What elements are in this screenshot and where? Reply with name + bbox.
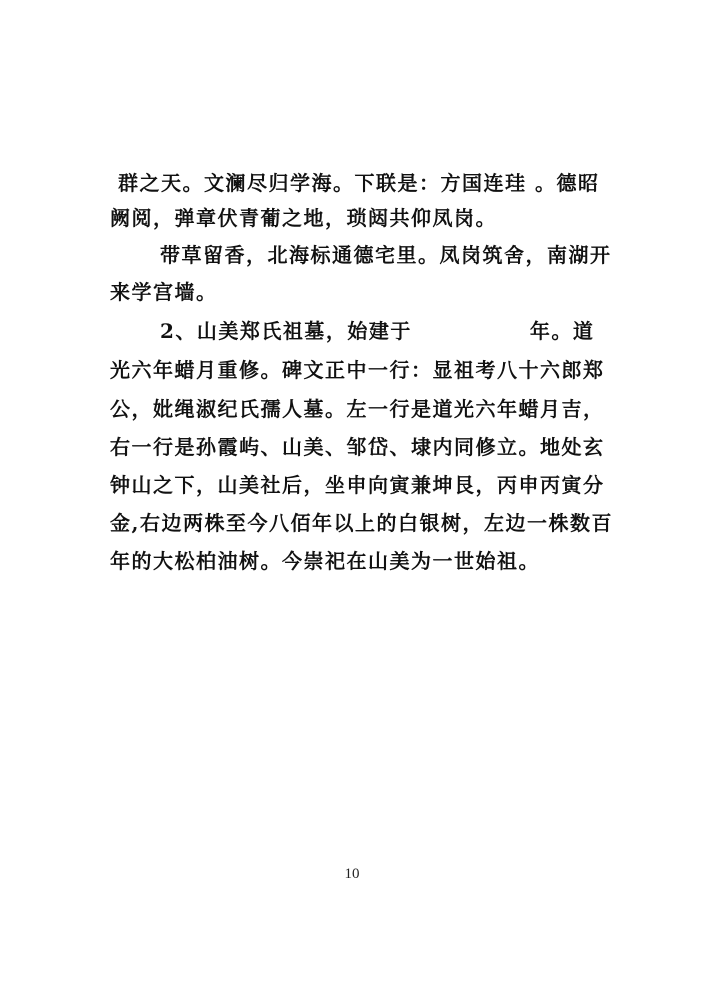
text-line-2: 阙阅，弹章伏青葡之地，琐闼共仰凤岗。: [110, 206, 497, 230]
text-line-8: 右一行是孙霞屿、山美、邹岱、埭内同修立。地处玄: [110, 435, 605, 459]
text-line-10: 金,右边两株至今八佰年以上的白银树，左边一株数百: [110, 511, 613, 535]
text-line-6: 光六年蜡月重修。碑文正中一行：显祖考八十六郎郑: [110, 358, 605, 382]
text-line-4: 来学宫墙。: [110, 280, 218, 304]
text-line-5: [160, 316, 660, 346]
text-line-5-end: 年。道: [529, 319, 595, 343]
text-line-9: 钟山之下，山美社后，坐申向寅兼坤艮，丙申丙寅分: [110, 473, 605, 497]
text-line-5-start: 2、山美郑氏祖墓，始建于: [160, 319, 412, 343]
page-number: 10: [344, 866, 360, 882]
text-line-3: 带草留香，北海标通德宅里。凤岗筑舍，南湖开: [160, 243, 612, 267]
text-line-1: 群之天。文澜尽归学海。下联是：方国连珪 。德昭: [118, 171, 600, 195]
text-line-7: 公，妣绳淑纪氏孺人墓。左一行是道光六年蜡月吉，: [110, 397, 605, 421]
text-line-11: 年的大松柏油树。今崇祀在山美为一世始祖。: [110, 549, 540, 573]
